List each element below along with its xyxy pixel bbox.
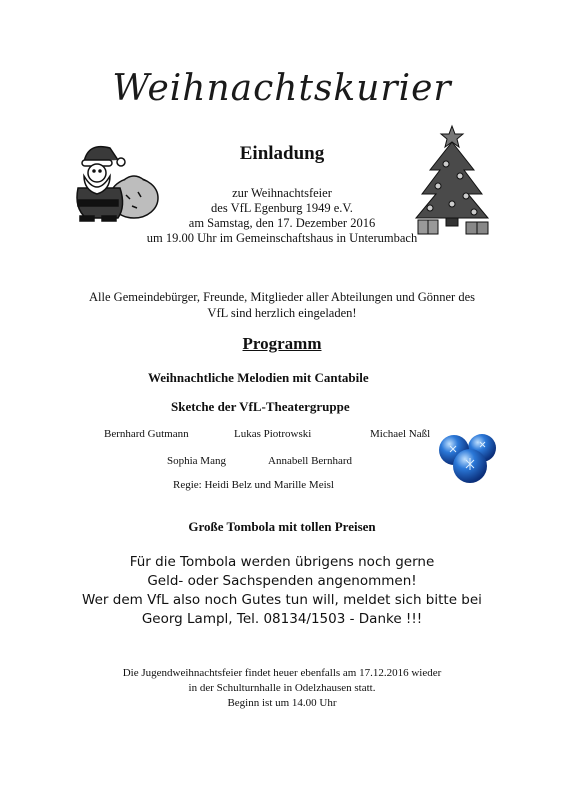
christmas-ornaments-icon: [436, 428, 500, 484]
actor-name: Sophia Mang: [167, 455, 226, 467]
actor-name: Annabell Bernhard: [268, 455, 352, 467]
tombola-line: Wer dem VfL also noch Gutes tun will, meldet sich bitte bei: [82, 592, 482, 608]
tombola-line: Geld- oder Sachspenden angenommen!: [147, 573, 417, 589]
program-item: Sketche der VfL-Theatergruppe: [171, 399, 350, 414]
footer-line: Die Jugendweihnachtsfeier findet heuer ebenfalls am 17.12.2016 wieder: [122, 667, 442, 679]
invitation-heading: Einladung: [239, 143, 325, 164]
invitation-line: des VfL Egenburg 1949 e.V.: [211, 201, 353, 215]
invitation-line: um 19.00 Uhr im Gemeinschaftshaus in Unterumbach: [146, 231, 418, 245]
footer-line: Beginn ist um 14.00 Uhr: [227, 697, 337, 709]
tombola-line: Für die Tombola werden übrigens noch gerne: [129, 554, 435, 570]
program-item: Weihnachtliche Melodien mit Cantabile: [148, 370, 369, 385]
invitation-line: zur Weihnachtsfeier: [232, 186, 332, 200]
program-item: Große Tombola mit tollen Preisen: [188, 519, 376, 534]
footer-line: in der Schulturnhalle in Odelzhausen statt.: [188, 682, 376, 694]
welcome-line: VfL sind herzlich eingeladen!: [207, 306, 357, 320]
actor-name: Bernhard Gutmann: [104, 428, 189, 440]
tombola-line: Georg Lampl, Tel. 08134/1503 - Danke !!!: [141, 611, 423, 627]
actor-name: Lukas Piotrowski: [234, 428, 312, 440]
actor-name: Michael Naßl: [370, 428, 431, 440]
welcome-line: Alle Gemeindebürger, Freunde, Mitglieder aller Abteilungen und Gönner des: [89, 290, 475, 304]
invitation-line: am Samstag, den 17. Dezember 2016: [188, 216, 376, 230]
program-heading: Programm: [242, 334, 322, 353]
direction-credit: Regie: Heidi Belz und Marille Meisl: [173, 479, 334, 491]
page-title: Weihnachtskurier: [112, 68, 452, 109]
